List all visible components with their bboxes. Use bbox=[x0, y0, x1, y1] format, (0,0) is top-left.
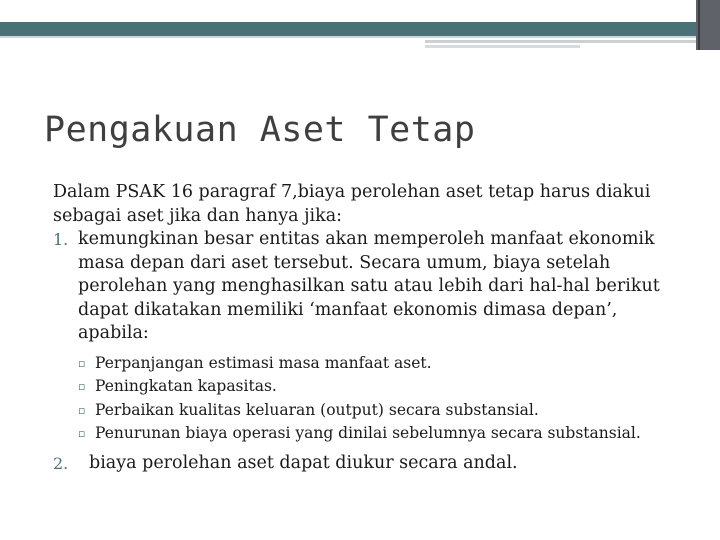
numbered-list bbox=[53, 228, 688, 475]
header-top-strip bbox=[0, 0, 720, 22]
header-rule-short bbox=[425, 45, 580, 48]
square-bullet-icon: ▫ bbox=[78, 356, 86, 370]
bullet-text: Peningkatan kapasitas. bbox=[95, 377, 277, 395]
intro-paragraph: Dalam PSAK 16 paragraf 7,biaya perolehan aset tetap harus diakui sebagai aset jika dan hanya jika: bbox=[53, 182, 651, 226]
bullet-item bbox=[78, 422, 688, 446]
header-rule-medium bbox=[425, 40, 696, 43]
number-marker: 2. bbox=[53, 453, 69, 473]
header-rule-long bbox=[0, 36, 696, 38]
header-decoration bbox=[0, 0, 720, 50]
numbered-item-text: biaya perolehan aset dapat diukur secara andal. bbox=[89, 452, 518, 473]
slide-body bbox=[53, 181, 688, 475]
slide-title: Pengakuan Aset Tetap bbox=[44, 110, 476, 150]
numbered-item-text: kemungkinan besar entitas akan memperoleh manfaat ekonomik masa depan dari aset tersebut. Secara umum, biaya setelah perolehan yang menghasilkan satu atau lebih dari hal-hal berikut dapat dikatakan memiliki ‘manfaat ekonomis dimasa depan’, apabila: bbox=[78, 229, 660, 343]
bullet-item bbox=[78, 352, 688, 376]
sub-bullet-list bbox=[78, 352, 688, 446]
numbered-item-1 bbox=[53, 228, 688, 446]
bullet-text: Perpanjangan estimasi masa manfaat aset. bbox=[95, 353, 432, 372]
number-marker: 1. bbox=[53, 230, 69, 249]
bullet-item bbox=[78, 375, 688, 399]
bullet-text: Penurunan biaya operasi yang dinilai sebelumnya secara substansial. bbox=[95, 424, 641, 442]
header-teal-band bbox=[0, 22, 720, 36]
square-bullet-icon: ▫ bbox=[78, 427, 86, 440]
bullet-item bbox=[78, 399, 688, 423]
header-corner-edge bbox=[698, 0, 700, 50]
numbered-item-2 bbox=[53, 452, 688, 476]
square-bullet-icon: ▫ bbox=[78, 403, 86, 417]
square-bullet-icon: ▫ bbox=[78, 380, 86, 393]
bullet-text: Perbaikan kualitas keluaran (output) secara substansial. bbox=[95, 400, 539, 419]
